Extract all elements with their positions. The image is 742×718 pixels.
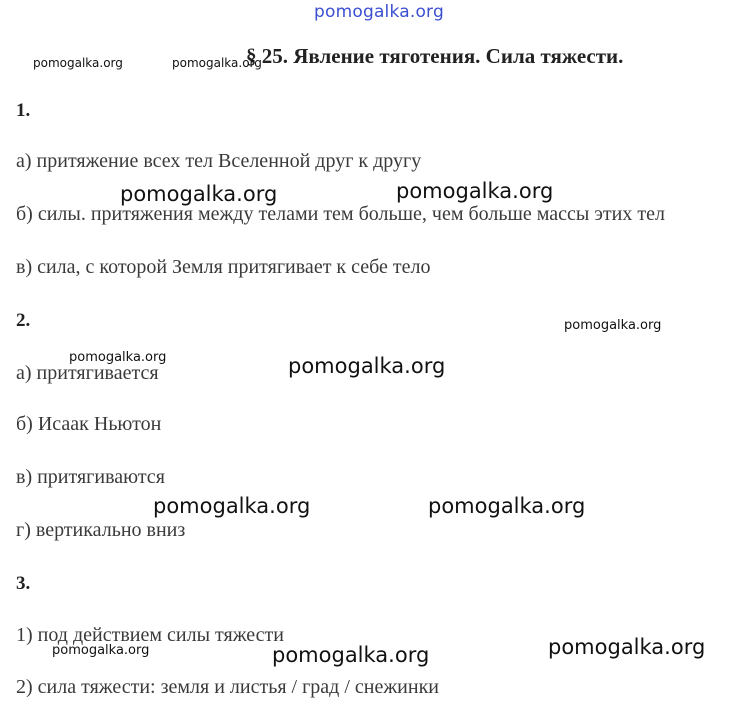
answer-1c: в) сила, с которой Земля притягивает к себе тело (16, 256, 431, 278)
watermark: pomogalka.org (396, 179, 554, 203)
watermark: pomogalka.org (52, 643, 150, 658)
section-number-1: 1. (16, 100, 31, 121)
watermark: pomogalka.org (288, 354, 446, 378)
answer-2c: в) притягиваются (16, 466, 165, 488)
page-title: § 25. Явление тяготения. Сила тяжести. (246, 44, 624, 68)
watermark: pomogalka.org (120, 182, 278, 206)
answer-2d: г) вертикально вниз (16, 519, 186, 541)
answer-2b: б) Исаак Ньютон (16, 413, 162, 435)
watermark: pomogalka.org (69, 350, 167, 365)
answer-1b: б) силы. притяжения между телами тем больше, чем больше массы этих тел (16, 203, 665, 225)
answer-3-2: 2) сила тяжести: земля и листья / град / снежинки (16, 676, 439, 698)
watermark: pomogalka.org (33, 56, 123, 70)
watermark: pomogalka.org (153, 494, 311, 518)
answer-1a: а) притяжение всех тел Вселенной друг к другу (16, 150, 422, 172)
answer-3-1: 1) под действием силы тяжести (16, 624, 284, 646)
section-number-3: 3. (16, 573, 31, 594)
watermark: pomogalka.org (172, 56, 262, 70)
watermark: pomogalka.org (428, 494, 586, 518)
site-link[interactable]: pomogalka.org (314, 2, 444, 22)
answer-2a: а) притягивается (16, 362, 159, 384)
watermark: pomogalka.org (548, 635, 706, 659)
watermark: pomogalka.org (564, 318, 662, 333)
watermark: pomogalka.org (272, 643, 430, 667)
section-number-2: 2. (16, 310, 31, 331)
